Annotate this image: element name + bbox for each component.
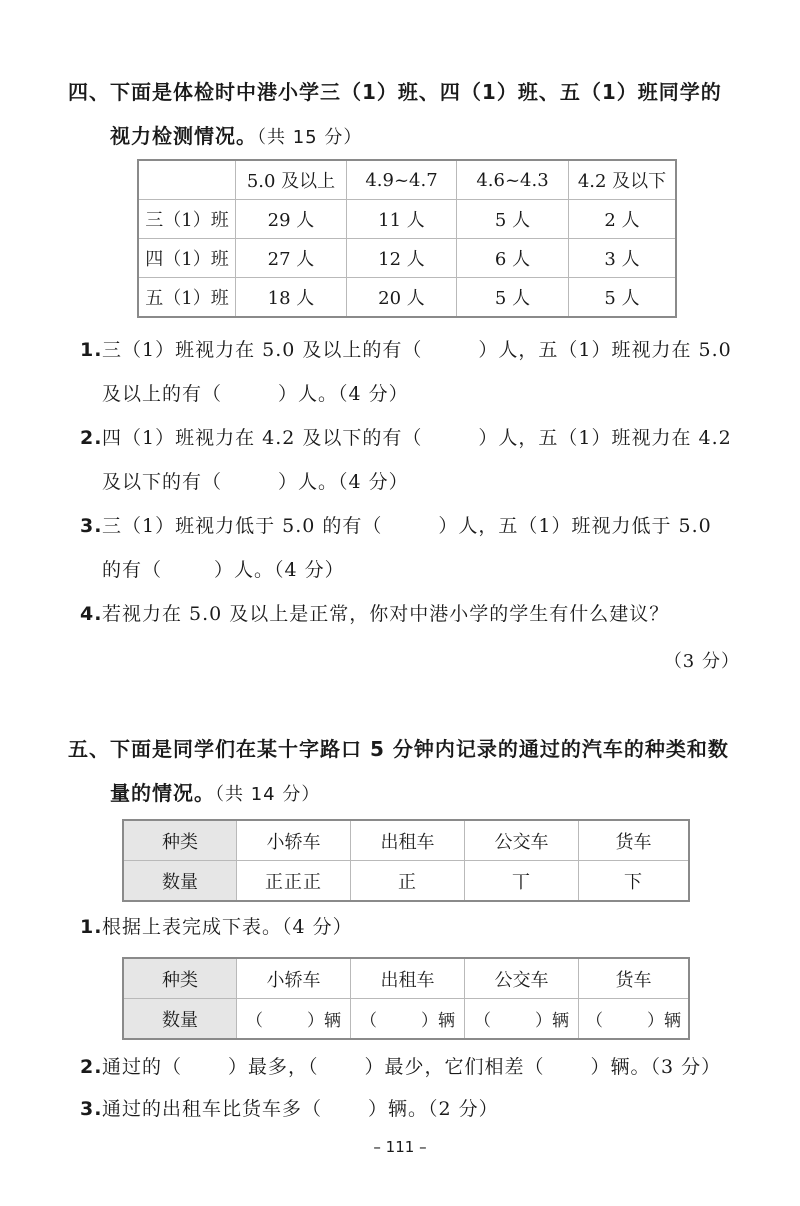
tally-cell: 正正正 bbox=[237, 861, 351, 902]
vision-table bbox=[137, 159, 677, 318]
table-cell: 3 人 bbox=[569, 239, 677, 278]
question-line2: 的有（ ）人。（4 分） bbox=[102, 559, 345, 581]
question-number: 1. bbox=[80, 916, 103, 938]
tally-table bbox=[122, 819, 690, 902]
question-4-2: 2.四（1）班视力在 4.2 及以下的有（ ）人，五（1）班视力在 4.2 及以下的有（ ）人。（4 分） bbox=[80, 427, 732, 493]
section-5-heading bbox=[68, 733, 758, 806]
tally-cell: 正 bbox=[351, 861, 465, 902]
section-5-points: （共 14 分） bbox=[215, 784, 321, 805]
question-number: 4. bbox=[80, 603, 103, 625]
table-row bbox=[138, 239, 676, 278]
table-row bbox=[123, 958, 689, 999]
question-number: 1. bbox=[80, 339, 103, 361]
table-cell: 出租车 bbox=[351, 820, 465, 861]
question-4-3: 3.三（1）班视力低于 5.0 的有（ ）人，五（1）班视力低于 5.0 的有（ ）人。（4 分） bbox=[80, 515, 712, 581]
table-cell: 2 人 bbox=[569, 200, 677, 239]
header-cell: 5.0 及以上 bbox=[236, 160, 347, 200]
fill-table bbox=[122, 957, 690, 1040]
header-cell: 4.2 及以下 bbox=[569, 160, 677, 200]
table-cell: 货车 bbox=[579, 820, 690, 861]
question-4-4-score: （3 分） bbox=[663, 651, 740, 672]
section-5-heading-line1: 五、下面是同学们在某十字路口 5 分钟内记录的通过的汽车的种类和数 bbox=[68, 737, 729, 761]
table-row bbox=[138, 278, 676, 318]
table-cell: 小轿车 bbox=[237, 820, 351, 861]
question-line2: 及以下的有（ ）人。（4 分） bbox=[102, 471, 409, 493]
row-label: 三（1）班 bbox=[138, 200, 236, 239]
section-4-heading bbox=[68, 76, 758, 149]
header-cell bbox=[138, 160, 236, 200]
row-label: 四（1）班 bbox=[138, 239, 236, 278]
fill-cell-taxi[interactable]: （ ）辆 bbox=[351, 999, 465, 1040]
table-cell: 出租车 bbox=[351, 958, 465, 999]
fill-cell-bus[interactable]: （ ）辆 bbox=[465, 999, 579, 1040]
row-label: 种类 bbox=[123, 820, 237, 861]
table-cell: 5 人 bbox=[457, 200, 569, 239]
table-row bbox=[123, 820, 689, 861]
question-4-4: 4.若视力在 5.0 及以上是正常，你对中港小学的学生有什么建议？ bbox=[80, 603, 670, 625]
fill-cell-car[interactable]: （ ）辆 bbox=[237, 999, 351, 1040]
section-4-heading-line2: 视力检测情况。（共 15 分） bbox=[110, 124, 363, 148]
row-label: 数量 bbox=[123, 861, 237, 902]
table-cell: 27 人 bbox=[236, 239, 347, 278]
table-cell: 6 人 bbox=[457, 239, 569, 278]
header-cell: 4.9~4.7 bbox=[347, 160, 457, 200]
question-number: 3. bbox=[80, 515, 103, 537]
tally-cell: 下 bbox=[579, 861, 690, 902]
table-cell: 公交车 bbox=[465, 958, 579, 999]
row-label: 数量 bbox=[123, 999, 237, 1040]
page-number: – 111 – bbox=[373, 1138, 427, 1156]
table-cell: 11 人 bbox=[347, 200, 457, 239]
question-5-3: 3.通过的出租车比货车多（ ）辆。（2 分） bbox=[80, 1098, 499, 1120]
question-number: 3. bbox=[80, 1098, 103, 1120]
section-5-heading-line2: 量的情况。（共 14 分） bbox=[110, 781, 321, 805]
table-row bbox=[123, 861, 689, 902]
row-label: 种类 bbox=[123, 958, 237, 999]
question-number: 2. bbox=[80, 427, 103, 449]
section-4-points: （共 15 分） bbox=[257, 127, 363, 148]
header-cell: 4.6~4.3 bbox=[457, 160, 569, 200]
table-cell: 20 人 bbox=[347, 278, 457, 318]
table-row bbox=[138, 200, 676, 239]
question-5-1: 1.根据上表完成下表。（4 分） bbox=[80, 916, 353, 938]
question-5-2: 2.通过的（ ）最多，（ ）最少，它们相差（ ）辆。（3 分） bbox=[80, 1056, 722, 1078]
table-cell: 12 人 bbox=[347, 239, 457, 278]
table-row bbox=[123, 999, 689, 1040]
table-cell: 货车 bbox=[579, 958, 690, 999]
question-line2: 及以上的有（ ）人。（4 分） bbox=[102, 383, 409, 405]
fill-cell-truck[interactable]: （ ）辆 bbox=[579, 999, 690, 1040]
table-cell: 5 人 bbox=[457, 278, 569, 318]
question-4-1: 1.三（1）班视力在 5.0 及以上的有（ ）人，五（1）班视力在 5.0 及以上的有（ ）人。（4 分） bbox=[80, 339, 732, 405]
table-header-row bbox=[138, 160, 676, 200]
table-cell: 5 人 bbox=[569, 278, 677, 318]
table-cell: 29 人 bbox=[236, 200, 347, 239]
question-number: 2. bbox=[80, 1056, 103, 1078]
table-cell: 小轿车 bbox=[237, 958, 351, 999]
table-cell: 18 人 bbox=[236, 278, 347, 318]
section-4-heading-line1: 四、下面是体检时中港小学三（1）班、四（1）班、五（1）班同学的 bbox=[68, 80, 722, 104]
table-cell: 公交车 bbox=[465, 820, 579, 861]
tally-cell: 丅 bbox=[465, 861, 579, 902]
row-label: 五（1）班 bbox=[138, 278, 236, 318]
